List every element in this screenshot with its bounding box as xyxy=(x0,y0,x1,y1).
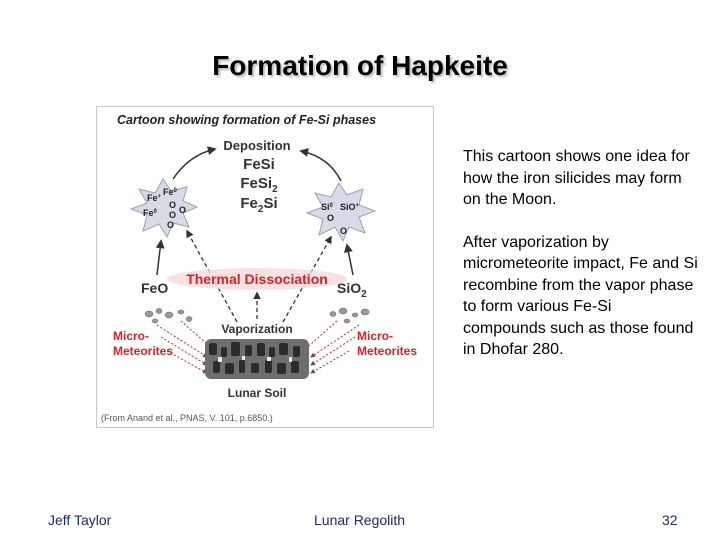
footer-topic: Lunar Regolith xyxy=(314,512,406,528)
arrow-feo-to-cloud xyxy=(157,241,161,275)
vaporization-label: Vaporization xyxy=(221,322,293,336)
svg-text:SiO+: SiO+ xyxy=(340,202,360,212)
svg-text:O: O xyxy=(169,200,177,210)
fe-si-formation-figure xyxy=(96,106,434,428)
deposition-label: Deposition xyxy=(223,138,291,153)
footer-page-number: 32 xyxy=(662,512,678,528)
footer-author: Jeff Taylor xyxy=(48,512,112,528)
arrow-sio2-to-cloud xyxy=(347,245,353,275)
svg-text:O: O xyxy=(327,213,335,223)
right-micro-label-2: Meteorites xyxy=(357,344,418,358)
right-impact-arrows xyxy=(303,321,359,373)
slide-title: Formation of Hapkeite xyxy=(212,50,508,81)
sio2-label: SiO$_2$ xyxy=(337,280,367,300)
right-micrometeorite-stones xyxy=(330,308,369,323)
lunar-soil-label: Lunar Soil xyxy=(227,386,287,400)
slide-body-text xyxy=(463,146,698,382)
svg-text:O: O xyxy=(179,205,187,215)
left-micro-label-1: Micro- xyxy=(113,329,149,343)
svg-text:O: O xyxy=(340,226,348,236)
right-micro-label-1: Micro- xyxy=(357,329,393,343)
svg-text:Fe0: Fe$^0$ xyxy=(163,187,177,197)
arrow-fe-to-deposition xyxy=(173,149,215,179)
left-micrometeorite-stones xyxy=(145,309,192,324)
figure-caption: Cartoon showing formation of Fe-Si phases xyxy=(117,113,377,127)
feo-label: FeO xyxy=(141,280,169,296)
figure-citation: (From Anand et al., PNAS, V. 101, p.6850.) xyxy=(101,413,273,423)
phase-fe2si: $Fe_2Si$ xyxy=(240,195,278,215)
svg-text:Si0: Si$^0$ xyxy=(321,202,333,212)
arrow-si-to-deposition xyxy=(301,151,341,181)
svg-text:O: O xyxy=(167,220,175,230)
left-micro-label-2: Meteorites xyxy=(113,344,174,358)
svg-text:Fe0: Fe$^0$ xyxy=(143,208,157,218)
svg-text:O: O xyxy=(169,210,177,220)
thermal-dissociation-label: Thermal Dissociation xyxy=(186,271,328,287)
lunar-soil-block xyxy=(205,339,309,379)
phase-fesi: FeSi xyxy=(243,156,275,173)
body-paragraph-1: This cartoon shows one idea for how the iron silicides may form on the Moon. xyxy=(463,148,690,208)
phase-fesi2: FeSi$_2$ xyxy=(240,175,278,195)
svg-text:Fe+: Fe+ xyxy=(147,193,162,203)
body-paragraph-2: After vaporization by micrometeorite impact, Fe and Si recombine from the vapor phase to form various Fe-Si compounds such as those found in Dhofar 280. xyxy=(463,233,698,358)
